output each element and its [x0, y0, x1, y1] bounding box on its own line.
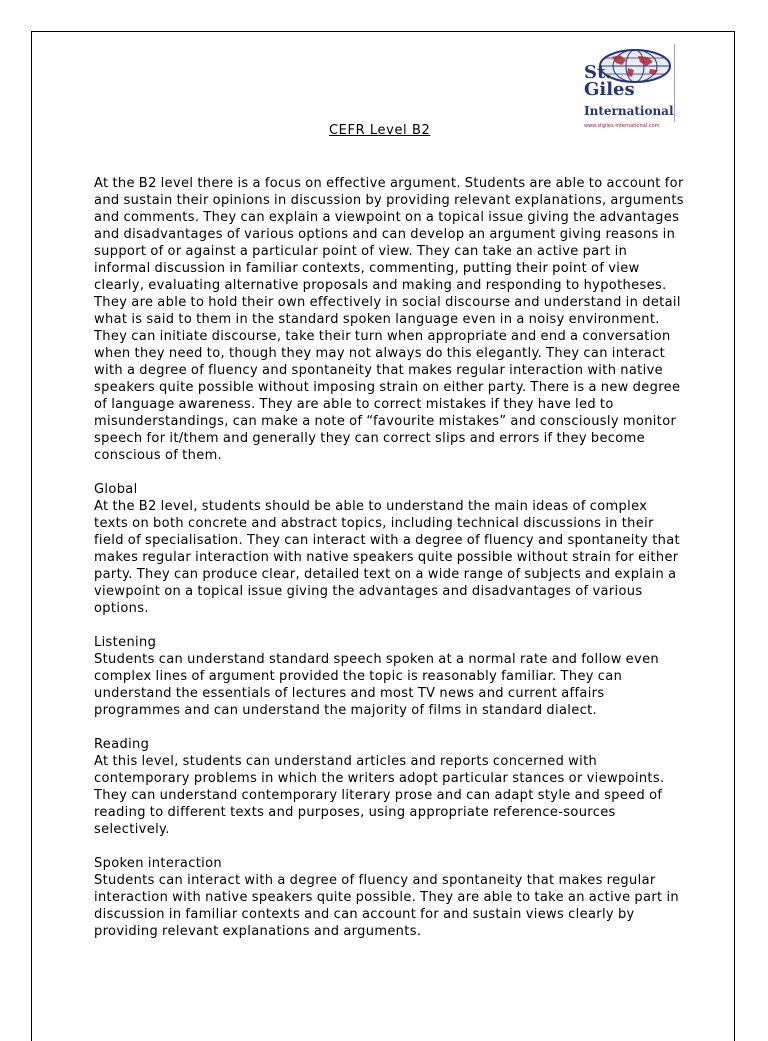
section-heading: Global — [94, 482, 138, 497]
section-global — [94, 481, 684, 617]
logo-url[interactable]: www.stgiles-international.com — [584, 123, 660, 129]
section-text: At the B2 level, students should be able to understand the main ideas of complex texts on both concrete and abstract topics, including technical discussions in their field of specialisation. They can interact with a degree of fluency and spontaneity that makes regular interaction with native speakers quite possible without strain for either party. They can produce clear, detailed text on a wide range of subjects and explain a viewpoint on a topical issue giving the advantages and disadvantages of various options. — [94, 499, 680, 616]
section-reading — [94, 736, 684, 838]
section-text: At this level, students can understand articles and reports concerned with contemporary problems in which the writers adopt particular stances or viewpoints. They can understand contemporary literary prose and can adapt style and speed of reading to different texts and purposes, using appropriate reference-sources selectively. — [94, 754, 665, 837]
document-body — [94, 175, 684, 940]
section-spoken-interaction — [94, 855, 684, 940]
st-giles-logo — [584, 44, 708, 129]
document-title: CEFR Level B2 — [329, 123, 431, 138]
document-page — [31, 31, 735, 1041]
intro-paragraph: At the B2 level there is a focus on effective argument. Students are able to account for and sustain their opinions in discussion by providing relevant explanations, arguments and comments. They can explain a viewpoint on a topical issue giving the advantages and disadvantages of various options and can develop an argument giving reasons in support of or against a particular point of view. They can take an active part in informal discussion in familiar contexts, commenting, putting their point of view clearly, evaluating alternative proposals and making and responding to hypotheses. They are able to hold their own effectively in social discourse and understand in detail what is said to them in the standard spoken language even in a noisy environment. They can initiate discourse, take their turn when appropriate and end a conversation when they need to, though they may not always do this elegantly. They can interact with a degree of fluency and spontaneity that makes regular interaction with native speakers quite possible without imposing strain on either party. There is a new degree of language awareness. They are able to correct mistakes if they have led to misunderstandings, can make a note of “favourite mistakes” and consciously monitor speech for it/them and generally they can correct slips and errors if they become conscious of them. — [94, 176, 684, 463]
section-listening — [94, 634, 684, 719]
logo-text-international: International — [584, 104, 674, 118]
section-heading: Spoken interaction — [94, 856, 222, 871]
section-text: Students can interact with a degree of fluency and spontaneity that makes regular interaction with native speakers quite possible. They are able to take an active part in discussion in familiar contexts and can account for and sustain views clearly by providing relevant explanations and arguments. — [94, 873, 680, 939]
section-heading: Reading — [94, 737, 150, 752]
logo-text-giles: Giles — [584, 79, 635, 100]
logo-divider — [674, 44, 675, 122]
logo-text-st: St. — [584, 62, 612, 83]
section-heading: Listening — [94, 635, 157, 650]
section-text: Students can understand standard speech spoken at a normal rate and follow even complex lines of argument provided the topic is reasonably familiar. They can understand the essentials of lectures and most TV news and current affairs programmes and can understand the majority of films in standard dialect. — [94, 652, 660, 718]
